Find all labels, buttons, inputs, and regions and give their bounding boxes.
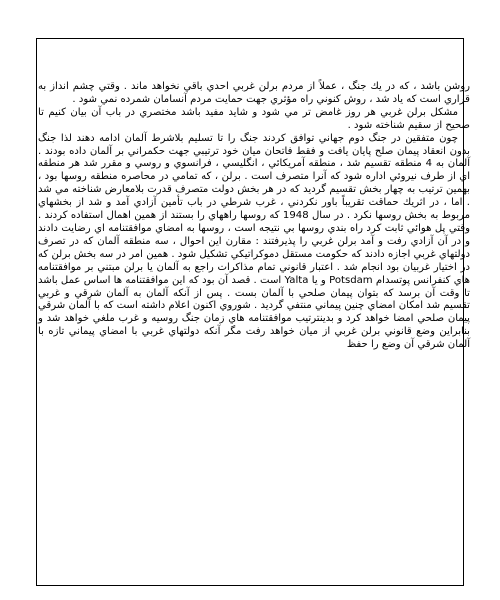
paragraph-2: مشكل برلن غربي هر روز غامض تر مي شود و شايد مفيد باشد مختصري در باب آن بيان كنيم تا صحيح از سقيم شناخته شود . xyxy=(38,106,470,131)
paragraph-3: چون متفقين در جنگ دوم جهاني توافق كردند جنگ را تا تسليم بلاشرط آلمان ادامه دهند لذا جنگ بدون انعقاد پيمان صلح پايان يافت و فقط فاتحان ميان خود ترتيبي جهت حكمراني بر آلمان داده بودند . آلمان به 4 منطقه تقسيم شد ، منطقه آمريكائي ، انگليسي ، فرانسوي و روسي و مقرر شد هر منطقه اي از طرف نيروئي اداره شود كه آنرا متصرف است . برلن ، كه تمامي در محاصره منطقه روسها بود ، بهمين ترتيب به چهار بخش تقسيم گرديد كه در هر بخش دولت متصرف قدرت بلامعارض شناخته مي شد . اما ، در اثريك حماقت تقريباً باور نكردني ، غرب شرطي در باب تأمين آزادي آمد و شد از بخشهاي مربوط به بخش روسها نكرد . در سال 1948 كه روسها راههاي را بستند از همين اهمال استفاده كردند . وقتي پل هوائي ثابت كرد راه بندي روسها بي نتيجه است ، روسها به امضاي موافقتنامه اي رضايت دادند و در آن آزادي رفت و آمد برلن غربي را پذيرفتند : مقارن اين احوال ، سه منطقه آلمان كه در تصرف دولتهاي غربي اجازه دادند كه حكومت مستقل دموكراتيكي تشكيل شود . همين امر در سه بخش برلن كه در اختيار غربيان بود انجام شد . اعتبار قانوني تمام مذاكرات راجع به آلمان يا برلن مبتني بر موافقتنامه هاي كنفرانس پوتسدام Potsdam و يا Yalta است . قصد آن بود كه اين موافقتنامه ها اساس عمل باشد تا وقت آن برسد كه بتوان پيمان صلحي با آلمان بست . پس از آنكه آلمان به آلمان شرقي و غربي تقسيم شد امكان امضاي چنين پيماني منتفي گرديد . شوروي اكنون اعلام داشته است كه با آلمان شرقي پيمان صلحي امضا خواهد كرد و بدينترتيب موافقتنامه هاي زمان جنگ روسيه و غرب ملغي خواهد شد و بنابراين وضع قانوني برلن غربي از ميان خواهد رفت مگر آنكه دولتهاي غربي با امضاي پيماني تازه با آلمان شرقي آن وضع را حفظ xyxy=(38,132,471,351)
document-body xyxy=(38,81,470,352)
paragraph-1: روشن باشد ، كه در يك جنگ ، عملاً از مردم برلن غربي احدي باقي نخواهد ماند . وقتي چشم انداز به قراري است كه ياد شد ، روش كنوني راه مؤثري جهت حمايت مردم آنسامان شمرده نمي شود . xyxy=(38,81,470,105)
